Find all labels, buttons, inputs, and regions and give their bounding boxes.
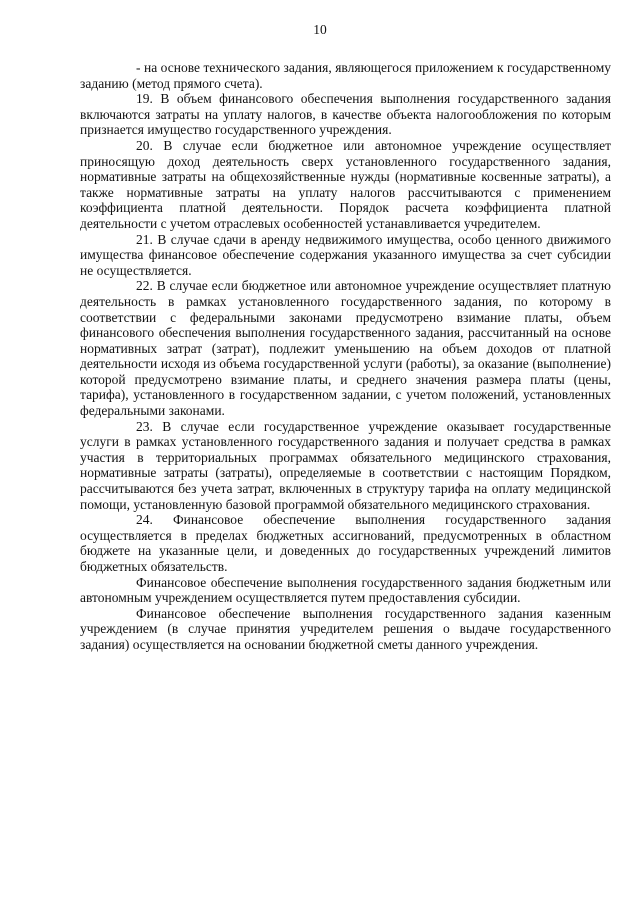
page-number: 10 [313,22,327,37]
paragraph-method-direct-count: - на основе технического задания, являющегося приложением к государственному заданию (метод прямого счета). [80,60,611,91]
paragraph-budget-estimate: Финансовое обеспечение выполнения государственного задания казенным учреждением (в случае принятия учредителем решения о выдаче государственного задания) осуществляется на основании бюджетной сметы данного учреждения. [80,605,611,652]
paragraph-19: 19. В объем финансового обеспечения выполнения государственного задания включаются затраты на уплату налогов, в качестве объекта налогообложения по которым признается имущество государственного учреждения. [80,91,611,138]
paragraph-20: 20. В случае если бюджетное или автономное учреждение осуществляет приносящую доход деятельность сверх установленного государственного задания, нормативные затраты на общехозяйственные нужды (нормативные косвенные затраты), а также нормативные затраты на уплату налогов рассчитываются с применением коэффициента платной деятельности. Порядок расчета коэффициента платной деятельности с учетом отраслевых особенностей устанавливается учредителем. [80,137,611,231]
paragraph-23: 23. В случае если государственное учреждение оказывает государственные услуги в рамках установленного государственного задания и получает средства в рамках участия в территориальных программах обязательного медицинского страхования, нормативные затраты (затраты), определяемые в соответствии с настоящим Порядком, рассчитываются без учета затрат, включенных в структуру тарифа на оплату медицинской помощи, установленную базовой программой обязательного медицинского страхования. [80,418,611,512]
paragraph-22: 22. В случае если бюджетное или автономное учреждение осуществляет платную деятельность в рамках установленного государственного задания, по которому в соответствии с федеральными законами предусмотрено взимание платы, объем финансового обеспечения выполнения государственного задания, рассчитанный на основе нормативных затрат (затрат), подлежит уменьшению на объем доходов от платной деятельности исходя из объема государственной услуги (работы), за оказание (выполнение) которой предусмотрено взимание платы, и среднего значения размера платы (цены, тарифа), установленного в государственном задании, с учетом положений, установленных федеральными законами. [80,278,611,419]
paragraph-24: 24. Финансовое обеспечение выполнения государственного задания осуществляется в пределах бюджетных ассигнований, предусмотренных в областном бюджете на указанные цели, и доведенных до государственных учреждений лимитов бюджетных обязательств. [80,512,611,574]
paragraph-21: 21. В случае сдачи в аренду недвижимого имущества, особо ценного движимого имущества финансовое обеспечение содержания указанного имущества за счет субсидии не осуществляется. [80,231,611,278]
paragraph-subsidy: Финансовое обеспечение выполнения государственного задания бюджетным или автономным учреждением осуществляется путем предоставления субсидии. [80,574,611,606]
document-body [80,60,611,653]
